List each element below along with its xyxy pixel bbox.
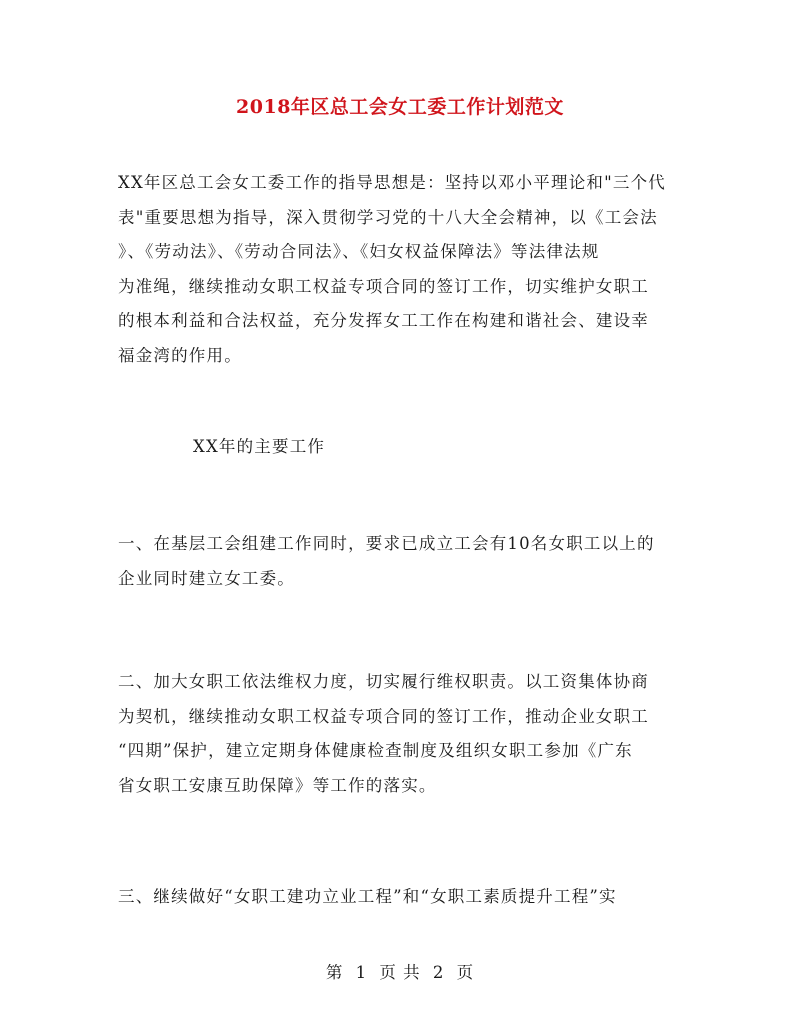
item-two-paragraph — [118, 665, 684, 803]
footer-label-page: 第 — [325, 963, 344, 982]
total-page-number: 2 — [432, 963, 445, 982]
item-three-paragraph — [118, 880, 684, 915]
footer-label-of: 页 共 — [379, 963, 421, 982]
page-footer — [0, 958, 800, 988]
item-two-line: “四期”保护，建立定期身体健康检查制度及组织女职工参加《广东 — [118, 741, 633, 760]
intro-line: XX年区总工会女工委工作的指导思想是：坚持以邓小平理论和"三个代 — [118, 173, 666, 192]
item-two-line: 二、加大女职工依法维权力度，切实履行维权职责。以工资集体协商 — [118, 672, 649, 691]
intro-line: 表"重要思想为指导，深入贯彻学习党的十八大全会精神，以《工会法 — [118, 207, 658, 227]
intro-line: 的根本利益和合法权益，充分发挥女工工作在构建和谐社会、建设幸 — [118, 311, 649, 330]
current-page-number: 1 — [355, 963, 368, 982]
item-two-line: 省女职工安康互助保障》等工作的落实。 — [118, 775, 437, 795]
intro-line: 》、《劳动法》、《劳动合同法》、《妇女权益保障法》等法律法规 — [118, 242, 600, 261]
item-three-line: 三、继续做好“女职工建功立业工程”和“女职工素质提升工程”实 — [118, 887, 617, 906]
item-two-line: 为契机，继续推动女职工权益专项合同的签订工作，推动企业女职工 — [118, 706, 649, 726]
intro-line: 福金湾的作用。 — [118, 345, 242, 365]
item-one-paragraph — [118, 527, 684, 596]
section-heading: XX年的主要工作 — [193, 437, 326, 456]
document-title: 2018年区总工会女工委工作计划范文 — [236, 96, 564, 118]
intro-paragraph — [118, 166, 684, 373]
item-one-line: 一、在基层工会组建工作同时，要求已成立工会有10名女职工以上的 — [118, 534, 655, 553]
intro-line: 为准绳，继续推动女职工权益专项合同的签订工作，切实维护女职工 — [118, 276, 649, 296]
footer-label-pages: 页 — [456, 963, 475, 982]
item-one-line: 企业同时建立女工委。 — [118, 568, 295, 588]
